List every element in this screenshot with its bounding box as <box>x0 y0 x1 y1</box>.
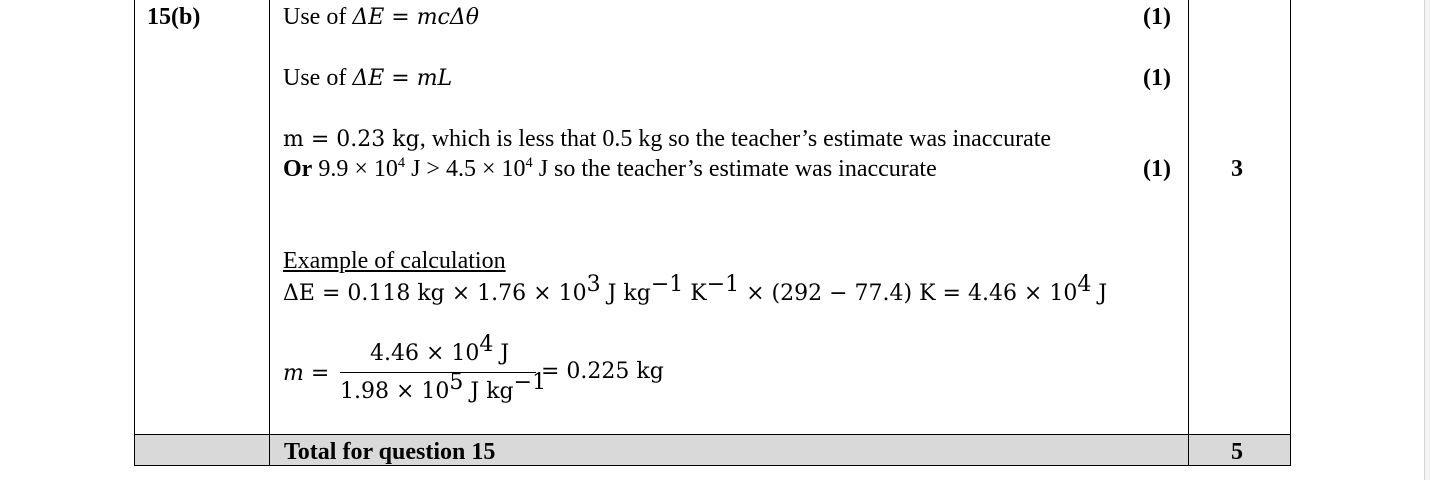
mark-2: (1) <box>1143 65 1171 91</box>
mark-line-2 <box>283 64 452 93</box>
scrollbar-edge <box>1424 0 1430 480</box>
mark-line-1-text: Use of <box>283 4 353 30</box>
eq-part: J kg <box>463 379 514 404</box>
example-heading: Example of calculation <box>283 248 506 274</box>
mark-line-4-part-b: J > 4.5 × 10 <box>405 156 526 182</box>
equation-energy-shc: ΔE = mcΔθ <box>352 5 480 30</box>
mark-line-4-part-a: 9.9 × 10 <box>312 156 398 182</box>
fraction-bar <box>340 372 536 373</box>
equation-latent-heat: ΔE = mL <box>352 66 453 91</box>
exponent: 5 <box>449 370 464 395</box>
mass-calculation-result: = 0.225 kg <box>541 359 664 384</box>
total-label: Total for question 15 <box>284 439 496 465</box>
mark-3: (1) <box>1143 156 1171 182</box>
fraction-denominator <box>340 370 547 406</box>
exponent: 4 <box>525 155 533 171</box>
total-marks: 5 <box>1231 439 1243 465</box>
eq-part: × (292 − 77.4) K = 4.46 × 10 <box>739 281 1078 306</box>
mark-line-2-text: Use of <box>283 65 353 91</box>
mark-line-3-text: , which is less that 0.5 kg so the teacher’s estimate was inaccurate <box>419 126 1052 152</box>
table-border-left <box>134 0 135 466</box>
eq-part: J kg <box>600 281 651 306</box>
question-number: 15(b) <box>147 4 201 30</box>
table-divider-2 <box>1188 0 1189 466</box>
total-row-top-border <box>134 434 1291 435</box>
eq-part: J <box>1091 281 1108 306</box>
exponent: −1 <box>513 370 547 395</box>
mark-line-4 <box>283 155 937 183</box>
eq-part: 1.98 × 10 <box>340 379 450 404</box>
exponent: 3 <box>586 272 601 297</box>
exponent: −1 <box>650 272 684 297</box>
mass-label: m = <box>283 361 330 386</box>
exponent: 4 <box>397 155 406 171</box>
mark-line-1 <box>283 3 479 32</box>
mass-result: m = 0.23 kg <box>283 127 420 152</box>
mark-line-4-part-c: J so the teacher’s estimate was inaccurate <box>532 156 937 182</box>
eq-part: 4.46 × 10 <box>370 341 480 366</box>
table-border-right <box>1290 0 1291 466</box>
eq-part: J <box>493 341 510 366</box>
exponent: −1 <box>706 272 740 297</box>
mark-1: (1) <box>1143 4 1171 30</box>
exponent: 4 <box>479 332 494 357</box>
eq-part: K <box>683 281 707 306</box>
mark-line-3 <box>283 125 1051 154</box>
exponent: 4 <box>1077 272 1092 297</box>
example-equation-energy <box>283 272 1108 308</box>
or-keyword: Or <box>283 156 313 182</box>
subtotal-marks: 3 <box>1231 156 1243 182</box>
table-divider-1 <box>269 0 270 466</box>
eq-part: ΔE = 0.118 kg × 1.76 × 10 <box>283 281 587 306</box>
fraction-numerator <box>370 332 510 368</box>
